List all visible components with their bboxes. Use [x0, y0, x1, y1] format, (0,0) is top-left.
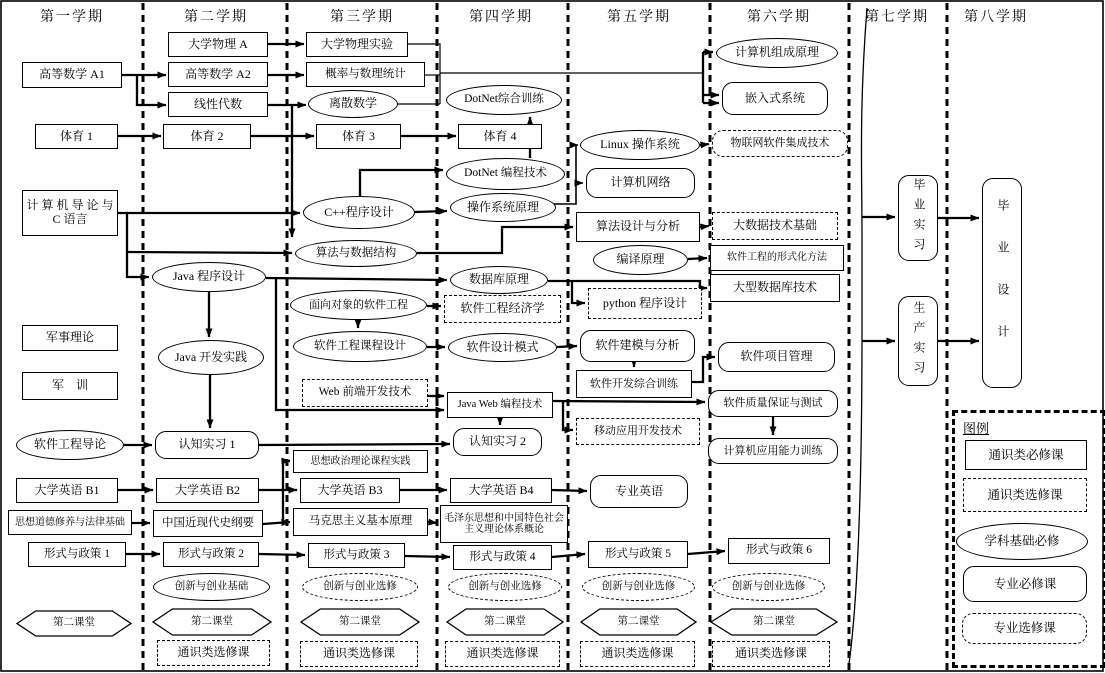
course-label: 军 训	[51, 378, 88, 393]
course-production-internship	[898, 296, 938, 386]
edge	[552, 554, 585, 557]
course-label: 体育 3	[341, 128, 375, 143]
course-label: 第二课堂	[753, 615, 795, 627]
course-label: 专业选修课	[993, 621, 1056, 636]
course-second-class-1	[16, 610, 132, 637]
semester-header-6: 第六学期	[747, 10, 811, 25]
course-label: 概率与数理统计	[325, 67, 406, 80]
course-algorithm-design-analysis	[576, 212, 700, 242]
course-label: 创新与创业基础	[174, 580, 249, 592]
course-label: 软件工程课程设计	[314, 339, 406, 352]
course-label: 体育 1	[59, 128, 93, 143]
course-label: 毛泽东思想和中国特色社会主义理论体系概论	[444, 512, 564, 535]
edge	[266, 278, 447, 280]
course-second-class-6	[710, 608, 838, 636]
course-label: 线性代数	[193, 96, 242, 111]
course-linux-os	[580, 130, 700, 160]
course-large-database	[710, 274, 840, 302]
course-software-dev-training	[576, 370, 692, 398]
edge	[428, 522, 437, 523]
course-label: DotNet 编程技术	[464, 167, 547, 180]
course-label: 形式与政策 3	[323, 548, 390, 561]
course-se-intro	[16, 430, 124, 460]
course-label: 认知实习 2	[468, 434, 526, 449]
course-label: 大学英语 B1	[34, 482, 100, 497]
course-linear-algebra	[168, 92, 268, 117]
course-innovation-elective-4	[448, 573, 562, 601]
course-innovation-elective-5	[582, 573, 695, 601]
course-label: 大学物理 A	[188, 36, 248, 51]
course-math-a2	[168, 62, 268, 87]
course-graduation-internship	[898, 175, 938, 261]
course-formal-methods	[710, 245, 844, 271]
course-label: 创新与创业选修	[731, 580, 806, 592]
semester-header-4: 第四学期	[469, 10, 533, 25]
course-label: 形式与政策 6	[745, 544, 813, 557]
course-label: 学科基础必修	[984, 534, 1060, 549]
course-label: 毕业实习	[911, 178, 926, 258]
course-label: 通识类选修课	[987, 487, 1063, 502]
course-label: 创新与创业选修	[323, 580, 397, 592]
course-label: 软件建模与分析	[595, 338, 680, 353]
semester-header-7: 第七学期	[865, 10, 929, 25]
course-policy-2	[163, 542, 259, 567]
course-design-patterns	[448, 333, 557, 362]
course-morals-law	[8, 510, 132, 535]
course-label: 第二课堂	[339, 615, 381, 627]
course-label: 马克思主义基本原理	[308, 515, 413, 528]
course-label: 算法与数据结构	[315, 246, 397, 259]
course-english-b1	[16, 478, 118, 503]
course-label: 大型数据库技术	[732, 280, 817, 295]
edge	[283, 461, 290, 524]
course-cognition-practice-1	[155, 431, 259, 459]
course-policy-4	[453, 545, 552, 570]
course-label: 软件工程的形式化方法	[727, 252, 827, 264]
course-innovation-elective-6	[712, 573, 825, 601]
course-label: 大数据技术基础	[732, 218, 817, 233]
course-general-elective-3	[300, 641, 418, 667]
course-pe-2	[163, 124, 251, 149]
course-label: 软件质量保证与测试	[723, 397, 823, 410]
course-mao-thought	[440, 505, 568, 543]
edge	[137, 75, 166, 105]
edge	[700, 226, 709, 227]
course-database-principles	[450, 266, 548, 294]
course-label: 体育 4	[483, 128, 517, 143]
course-pe-1	[35, 124, 118, 149]
course-label: 计算机网络	[610, 175, 671, 190]
edge	[417, 227, 573, 253]
edge	[415, 211, 447, 212]
course-label: 第二课堂	[617, 615, 660, 627]
course-java-programming	[152, 262, 266, 292]
course-label: 通识类选修课	[734, 646, 807, 661]
course-label: 专业英语	[614, 483, 663, 498]
legend-title: 图例	[963, 421, 990, 436]
edge	[688, 258, 707, 259]
edge	[259, 554, 305, 555]
course-label: 体育 2	[190, 128, 224, 143]
course-military-training	[22, 372, 118, 400]
course-embedded-systems	[722, 82, 828, 115]
course-iot-software	[712, 130, 848, 157]
course-label: 高等数学 A1	[39, 67, 105, 82]
course-dotnet-training	[446, 85, 562, 115]
course-web-frontend	[302, 379, 428, 407]
course-math-a1	[22, 62, 122, 88]
course-label: Java 程序设计	[172, 269, 246, 284]
edge	[552, 490, 587, 491]
course-policy-3	[308, 543, 405, 568]
phase-divider-curve	[849, 8, 867, 664]
course-label: 通识类选修课	[466, 646, 539, 661]
course-label: 思想道德修养与法律基础	[15, 516, 125, 528]
course-label: 中国近现代史纲要	[162, 516, 254, 529]
course-innovation-elective-3	[302, 573, 418, 601]
course-label: 操作系统原理	[466, 199, 539, 214]
course-label: 形式与政策 2	[177, 547, 245, 560]
course-marxism	[293, 508, 428, 536]
course-label: 通识类选修课	[177, 645, 250, 660]
course-software-modeling	[580, 330, 695, 362]
course-quality-testing	[708, 390, 838, 417]
course-label: 软件设计模式	[466, 339, 539, 354]
legend-frame	[952, 410, 1105, 668]
course-label: 创新与创业选修	[601, 580, 676, 592]
course-label: 形式与政策 1	[43, 547, 111, 560]
course-label: 第二课堂	[484, 615, 526, 627]
course-label: 生产实习	[911, 301, 926, 381]
course-label: 算法设计与分析	[595, 219, 680, 234]
course-label: Java 开发实践	[174, 349, 248, 364]
course-label: 大学英语 B3	[317, 482, 383, 497]
course-project-management	[718, 342, 835, 372]
course-second-class-5	[580, 608, 697, 636]
course-java-web	[447, 392, 553, 418]
course-oo-software-engineering	[290, 290, 427, 320]
course-computer-network	[586, 168, 695, 198]
course-policy-5	[588, 541, 688, 568]
edge	[700, 144, 709, 145]
course-innovation-base	[153, 573, 270, 601]
course-label: 计算机组成原理	[734, 45, 819, 60]
course-application-ability	[708, 438, 838, 464]
course-dotnet-programming	[446, 158, 565, 190]
course-label: 通识类必修课	[988, 447, 1064, 462]
course-label: 形式与政策 5	[604, 547, 672, 560]
course-general-elective-5	[580, 641, 695, 667]
course-label: 软件工程经济学	[460, 301, 545, 316]
course-label: 毕业设计	[995, 199, 1010, 367]
course-label: 思想政治理论课程实践	[310, 455, 411, 467]
semester-header-3: 第三学期	[330, 10, 394, 25]
course-label: 认知实习 1	[178, 437, 236, 452]
course-physics-a	[168, 32, 268, 57]
course-label: 计 算 机 导 论 与 C 语言	[26, 198, 114, 226]
course-label: Java Web 编程技术	[457, 398, 543, 410]
course-label: 创新与创业选修	[468, 580, 542, 592]
course-label: 通识类选修课	[322, 646, 395, 661]
course-label: 编译原理	[616, 252, 665, 267]
course-english-b4	[450, 478, 552, 503]
semester-header-8: 第八学期	[964, 10, 1028, 25]
course-label: DotNet综合训练	[464, 93, 544, 106]
course-cpp-programming	[303, 196, 415, 229]
edge	[572, 281, 585, 303]
edge	[259, 444, 450, 445]
course-compiler-principles	[593, 245, 688, 275]
course-intro-computer-c	[22, 190, 118, 236]
semester-header-5: 第五学期	[607, 10, 671, 25]
edge	[692, 357, 715, 382]
course-second-class-4	[446, 608, 564, 636]
course-label: C++程序设计	[324, 204, 394, 219]
course-pe-4	[458, 124, 542, 149]
course-probability-statistics	[306, 62, 425, 87]
course-bigdata-basics	[712, 212, 838, 240]
course-label: 离散数学	[328, 96, 377, 111]
course-second-class-2	[152, 608, 272, 636]
course-general-elective-4	[445, 641, 560, 667]
course-label: 大学英语 B2	[174, 482, 240, 497]
course-second-class-3	[300, 608, 420, 636]
edge	[688, 551, 725, 554]
course-label: 第二课堂	[53, 617, 95, 629]
edge	[127, 252, 292, 253]
course-cognition-practice-2	[453, 428, 542, 456]
course-label: 大学物理实验	[320, 36, 393, 51]
course-label: 嵌入式系统	[744, 90, 805, 105]
course-label: 软件工程导论	[33, 437, 106, 452]
course-java-practice	[158, 340, 264, 375]
course-label: Linux 操作系统	[600, 137, 680, 152]
course-label: 高等数学 A2	[185, 66, 251, 81]
course-label: 移动应用开发技术	[594, 425, 682, 438]
course-modern-history	[153, 510, 263, 537]
course-military-theory	[22, 325, 118, 351]
course-se-economics	[444, 295, 561, 323]
course-general-elective-6	[712, 641, 830, 667]
course-policy-1	[28, 542, 126, 567]
course-label: 数据库原理	[468, 272, 529, 287]
course-label: 通识类选修课	[601, 646, 674, 661]
course-professional-english	[590, 475, 688, 508]
course-label: 专业必修课	[993, 576, 1057, 591]
course-label: 大学英语 B4	[468, 482, 534, 497]
edge	[557, 346, 577, 347]
course-policy-6	[728, 538, 830, 564]
course-computer-organization	[716, 38, 838, 68]
course-discrete-math	[308, 90, 398, 118]
course-english-b2	[156, 478, 259, 503]
edge	[127, 213, 149, 277]
course-physics-lab	[306, 32, 408, 57]
course-python-programming	[588, 288, 702, 319]
edge	[405, 556, 450, 557]
course-general-elective-2	[157, 640, 270, 666]
course-english-b3	[300, 478, 400, 503]
course-label: 软件项目管理	[740, 349, 813, 364]
course-label: 计算机应用能力训练	[723, 444, 823, 457]
course-label: 面向对象的软件工程	[309, 298, 408, 311]
course-graduation-design	[982, 178, 1022, 388]
course-mobile-dev	[576, 418, 700, 445]
semester-header-1: 第一学期	[40, 10, 104, 25]
edge	[360, 170, 443, 196]
edge	[553, 401, 705, 402]
semester-header-2: 第二学期	[184, 10, 248, 25]
course-label: 军事理论	[45, 330, 94, 345]
course-label: 物联网软件集成技术	[730, 137, 830, 150]
course-label: 第二课堂	[191, 615, 233, 627]
course-label: 形式与政策 4	[469, 550, 536, 563]
course-politics-theory-practice	[293, 450, 428, 473]
course-pe-3	[316, 124, 401, 149]
course-label: python 程序设计	[602, 295, 688, 310]
course-se-course-design	[293, 331, 427, 362]
course-label: Web 前端开发技术	[318, 386, 412, 399]
course-os-principles	[450, 193, 556, 222]
course-algorithms-data-structures	[295, 240, 417, 267]
course-label: 软件开发综合训练	[590, 377, 678, 390]
